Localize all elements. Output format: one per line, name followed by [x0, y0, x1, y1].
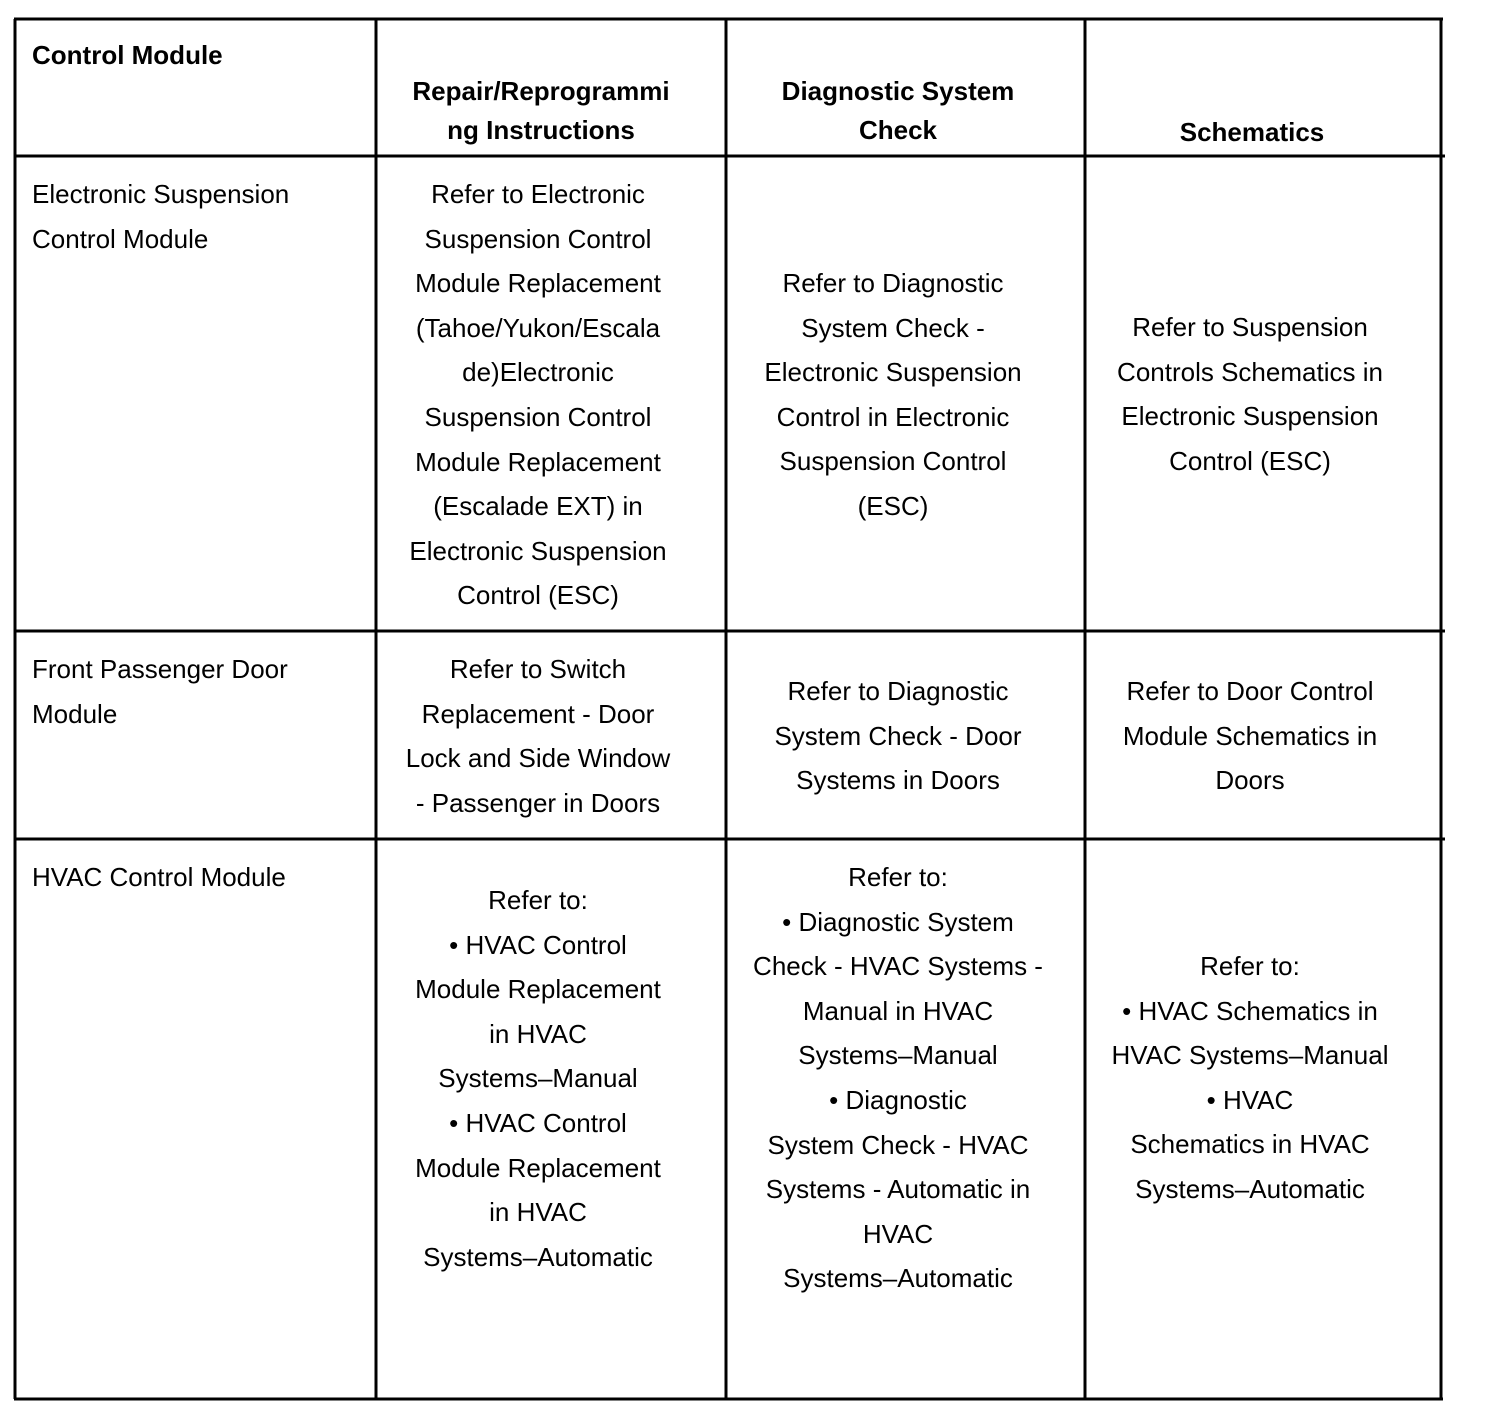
header-repair-instructions: [378, 72, 704, 149]
cell-line: Front Passenger Door: [32, 654, 288, 684]
row-2-repair-cell: [378, 647, 698, 825]
cell-line: System Check - Door: [774, 720, 1022, 751]
cell-line: Systems–Manual: [438, 1063, 638, 1094]
bullet-list-item: • HVAC Control: [449, 929, 627, 960]
cell-line: Module Replacement: [415, 974, 661, 1005]
cell-line: Refer to:: [1200, 951, 1300, 981]
cell-line: de)Electronic: [462, 357, 614, 388]
cell-line: Systems in Doors: [796, 765, 1000, 796]
cell-line: HVAC: [862, 1218, 934, 1249]
cell-line: Check - HVAC Systems -: [753, 951, 1043, 982]
cell-line: HVAC Systems–Manual: [1111, 1040, 1389, 1071]
header-control-module: [32, 33, 362, 78]
row-2-module-cell: [32, 647, 372, 736]
cell-line: Module Replacement: [415, 1152, 661, 1183]
row-2-diagnostic-cell: [728, 669, 1068, 803]
row-2-schematics-cell: [1087, 669, 1413, 803]
cell-line: Electronic Suspension: [764, 357, 1022, 388]
cell-line: Refer to Electronic: [431, 179, 645, 209]
cell-line: (Escalade EXT) in: [433, 491, 643, 522]
header-schematics: [1087, 110, 1417, 154]
cell-line: Module Schematics in: [1122, 720, 1378, 751]
cell-line: Lock and Side Window: [405, 743, 671, 774]
cell-line: (ESC): [857, 490, 929, 521]
row-1-schematics-cell: [1087, 305, 1413, 483]
cell-line: Refer to:: [848, 862, 948, 892]
cell-line: System Check -: [801, 312, 985, 343]
row-3-repair-cell: [378, 878, 698, 1279]
bullet-list-item: • Diagnostic: [829, 1084, 967, 1115]
cell-line: - Passenger in Doors: [415, 787, 661, 818]
row-3-module-cell: [32, 855, 372, 900]
cell-line: Suspension Control: [424, 223, 652, 254]
cell-line: Electronic Suspension: [32, 179, 290, 209]
cell-line: Systems–Manual: [798, 1040, 998, 1071]
header-repair-line: Repair/Reprogrammi: [412, 76, 670, 106]
cell-line: Refer to Diagnostic: [787, 676, 1009, 706]
cell-line: Suspension Control: [779, 446, 1007, 477]
row-1-module-cell: [32, 172, 372, 261]
bullet-list-item: • Diagnostic System: [782, 906, 1014, 937]
cell-line: Refer to Diagnostic: [782, 268, 1004, 298]
cell-line: Refer to Suspension: [1132, 312, 1368, 342]
header-control-module-text: Control Module: [32, 40, 223, 70]
cell-line: Suspension Control: [424, 401, 652, 432]
cell-line: in HVAC: [489, 1197, 587, 1228]
row-3-diagnostic-cell: [728, 855, 1068, 1301]
cell-line: Systems–Automatic: [423, 1241, 653, 1272]
header-diagnostic-line: Diagnostic System: [781, 76, 1015, 106]
cell-line: in HVAC: [489, 1018, 587, 1049]
cell-line: Systems–Automatic: [783, 1263, 1013, 1294]
header-diagnostic-system-check: [728, 72, 1068, 149]
cell-line: Module Replacement: [415, 446, 661, 477]
row-1-repair-cell: [378, 172, 698, 618]
cell-line: Replacement - Door: [421, 698, 655, 729]
cell-line: Schematics in HVAC: [1130, 1129, 1370, 1160]
cell-line: System Check - HVAC: [767, 1129, 1029, 1160]
cell-line: Module: [32, 698, 118, 729]
cell-line: Doors: [1215, 765, 1285, 796]
row-1-diagnostic-cell: [728, 261, 1058, 529]
row-3-schematics-cell: [1087, 944, 1413, 1212]
bullet-list-item: • HVAC Control: [449, 1107, 627, 1138]
cell-line: Manual in HVAC: [802, 995, 994, 1026]
cell-line: Systems - Automatic in: [765, 1174, 1031, 1205]
cell-line: Controls Schematics in: [1117, 356, 1383, 387]
cell-line: Refer to:: [488, 885, 588, 915]
cell-line: Control (ESC): [1169, 445, 1331, 476]
cell-line: Electronic Suspension: [409, 535, 667, 566]
cell-line: (Tahoe/Yukon/Escala: [415, 312, 661, 343]
cell-line: Module Replacement: [415, 268, 661, 299]
bullet-list-item: • HVAC: [1206, 1084, 1294, 1115]
header-repair-line: ng Instructions: [447, 114, 635, 145]
cell-line: Electronic Suspension: [1121, 401, 1379, 432]
cell-line: Refer to Door Control: [1126, 676, 1374, 706]
header-schematics-text: Schematics: [1179, 117, 1325, 147]
cell-line: HVAC Control Module: [32, 862, 286, 892]
cell-line: Systems–Automatic: [1135, 1173, 1365, 1204]
bullet-list-item: • HVAC Schematics in: [1122, 995, 1378, 1026]
cell-line: Control in Electronic: [776, 401, 1010, 432]
header-diagnostic-line: Check: [858, 114, 938, 145]
cell-line: Control (ESC): [457, 580, 619, 611]
cell-line: Control Module: [32, 223, 209, 254]
cell-line: Refer to Switch: [449, 654, 627, 684]
